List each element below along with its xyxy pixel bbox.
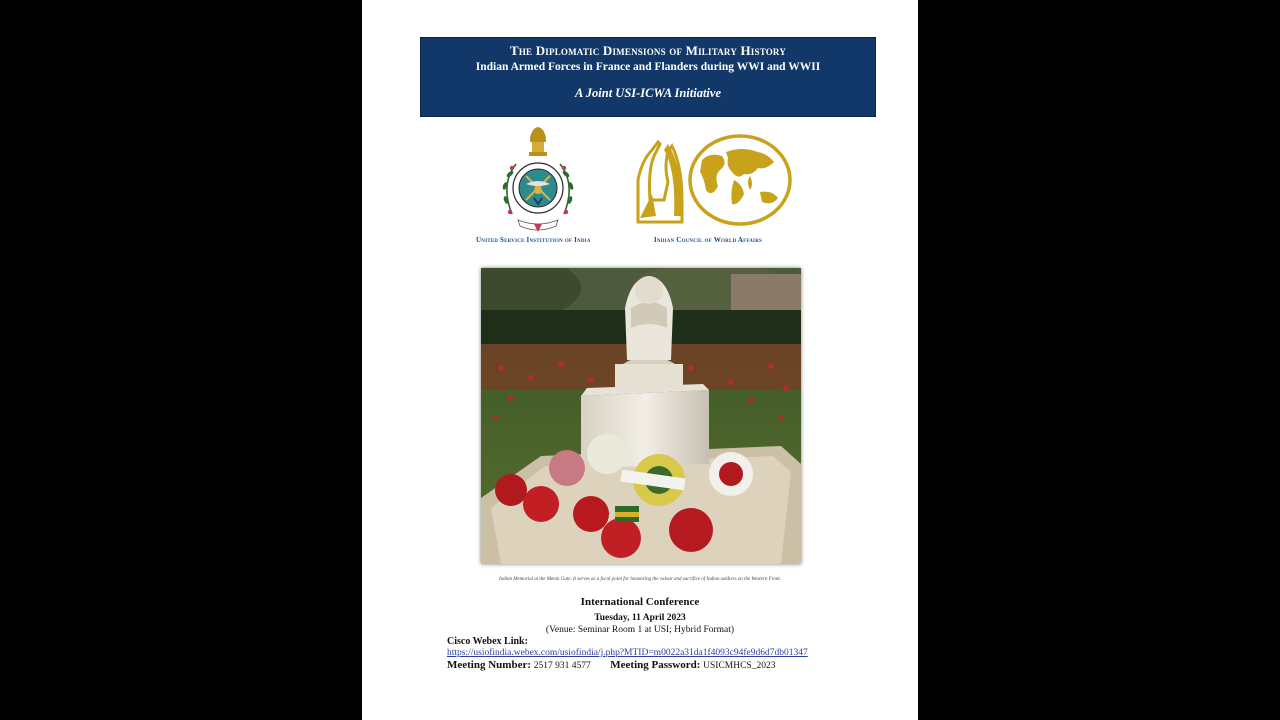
webex-label: Cisco Webex Link: [447, 636, 528, 647]
meeting-password-label: Meeting Password: [610, 659, 701, 671]
webex-link[interactable]: https://usiofindia.webex.com/usiofindia/j.php?MTID=m0022a31da1f4093c94fe9d6d7db01347 [447, 648, 808, 658]
banner-title [421, 43, 875, 59]
usi-caption: United Service Institution of India [476, 236, 591, 244]
title-letter: D [602, 43, 613, 58]
usi-crest-logo [490, 124, 586, 236]
title-word: ilitary [698, 43, 741, 58]
meeting-number-value: 2517 931 4577 [533, 661, 591, 671]
icwa-caption: Indian Council of World Affairs [654, 236, 762, 244]
document-page [362, 0, 918, 720]
title-word: istory [750, 43, 787, 58]
meeting-password-value: USICMHCS_2023 [703, 661, 776, 671]
photo-caption: Indian Memorial at the Menin Gate. It serves as a focal point for honouring the valour and sacrifice of Indian soldiers on the Western Front. [498, 577, 782, 582]
banner-subtitle: Indian Armed Forces in France and Flanders during WWI and WWII [475, 61, 821, 73]
icwa-logo [634, 130, 794, 228]
banner-initiative: A Joint USI-ICWA Initiative [575, 86, 721, 100]
title-letter: T [509, 43, 519, 58]
title-banner [420, 37, 876, 117]
conference-title: International Conference [580, 596, 700, 608]
title-letter: D [535, 43, 546, 58]
title-word: he [518, 43, 536, 58]
title-word: iplomatic [545, 43, 603, 58]
title-letter: M [685, 43, 699, 58]
conference-date: Tuesday, 11 April 2023 [594, 613, 686, 623]
meeting-details [447, 659, 775, 671]
title-word: imensions of [612, 43, 686, 58]
conference-venue: (Venue: Seminar Room 1 at USI; Hybrid Format) [545, 625, 735, 635]
memorial-photo [481, 268, 801, 564]
meeting-number-label: Meeting Number: [447, 659, 532, 671]
title-letter: H [740, 43, 751, 58]
